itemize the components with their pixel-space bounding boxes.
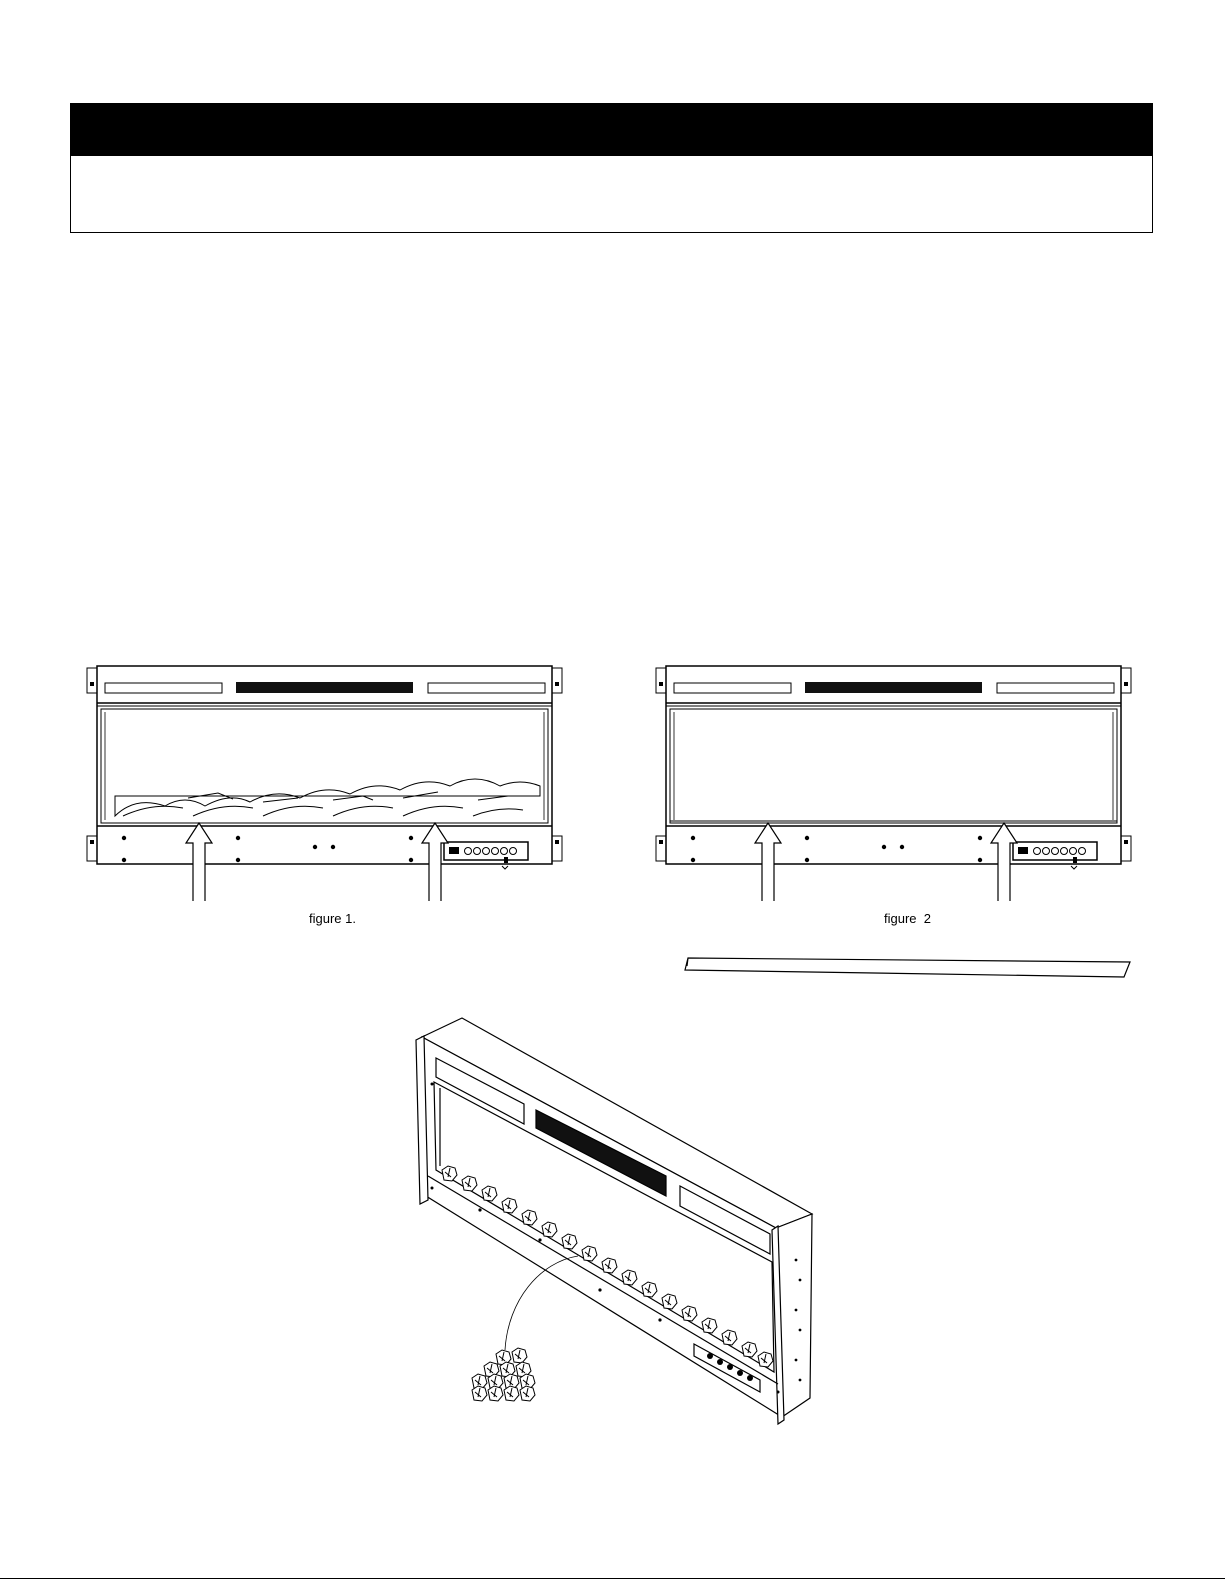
figure-2-fireplace	[656, 666, 1131, 901]
crystal-media-icon	[472, 1348, 535, 1401]
figure-1-fireplace	[87, 666, 562, 901]
figure-1-caption: figure 1.	[309, 911, 356, 926]
perspective-fireplace	[416, 1018, 812, 1424]
figure-2-caption: figure 2	[884, 911, 931, 926]
glass-strip	[685, 958, 1130, 977]
footer-rule	[0, 1578, 1225, 1579]
